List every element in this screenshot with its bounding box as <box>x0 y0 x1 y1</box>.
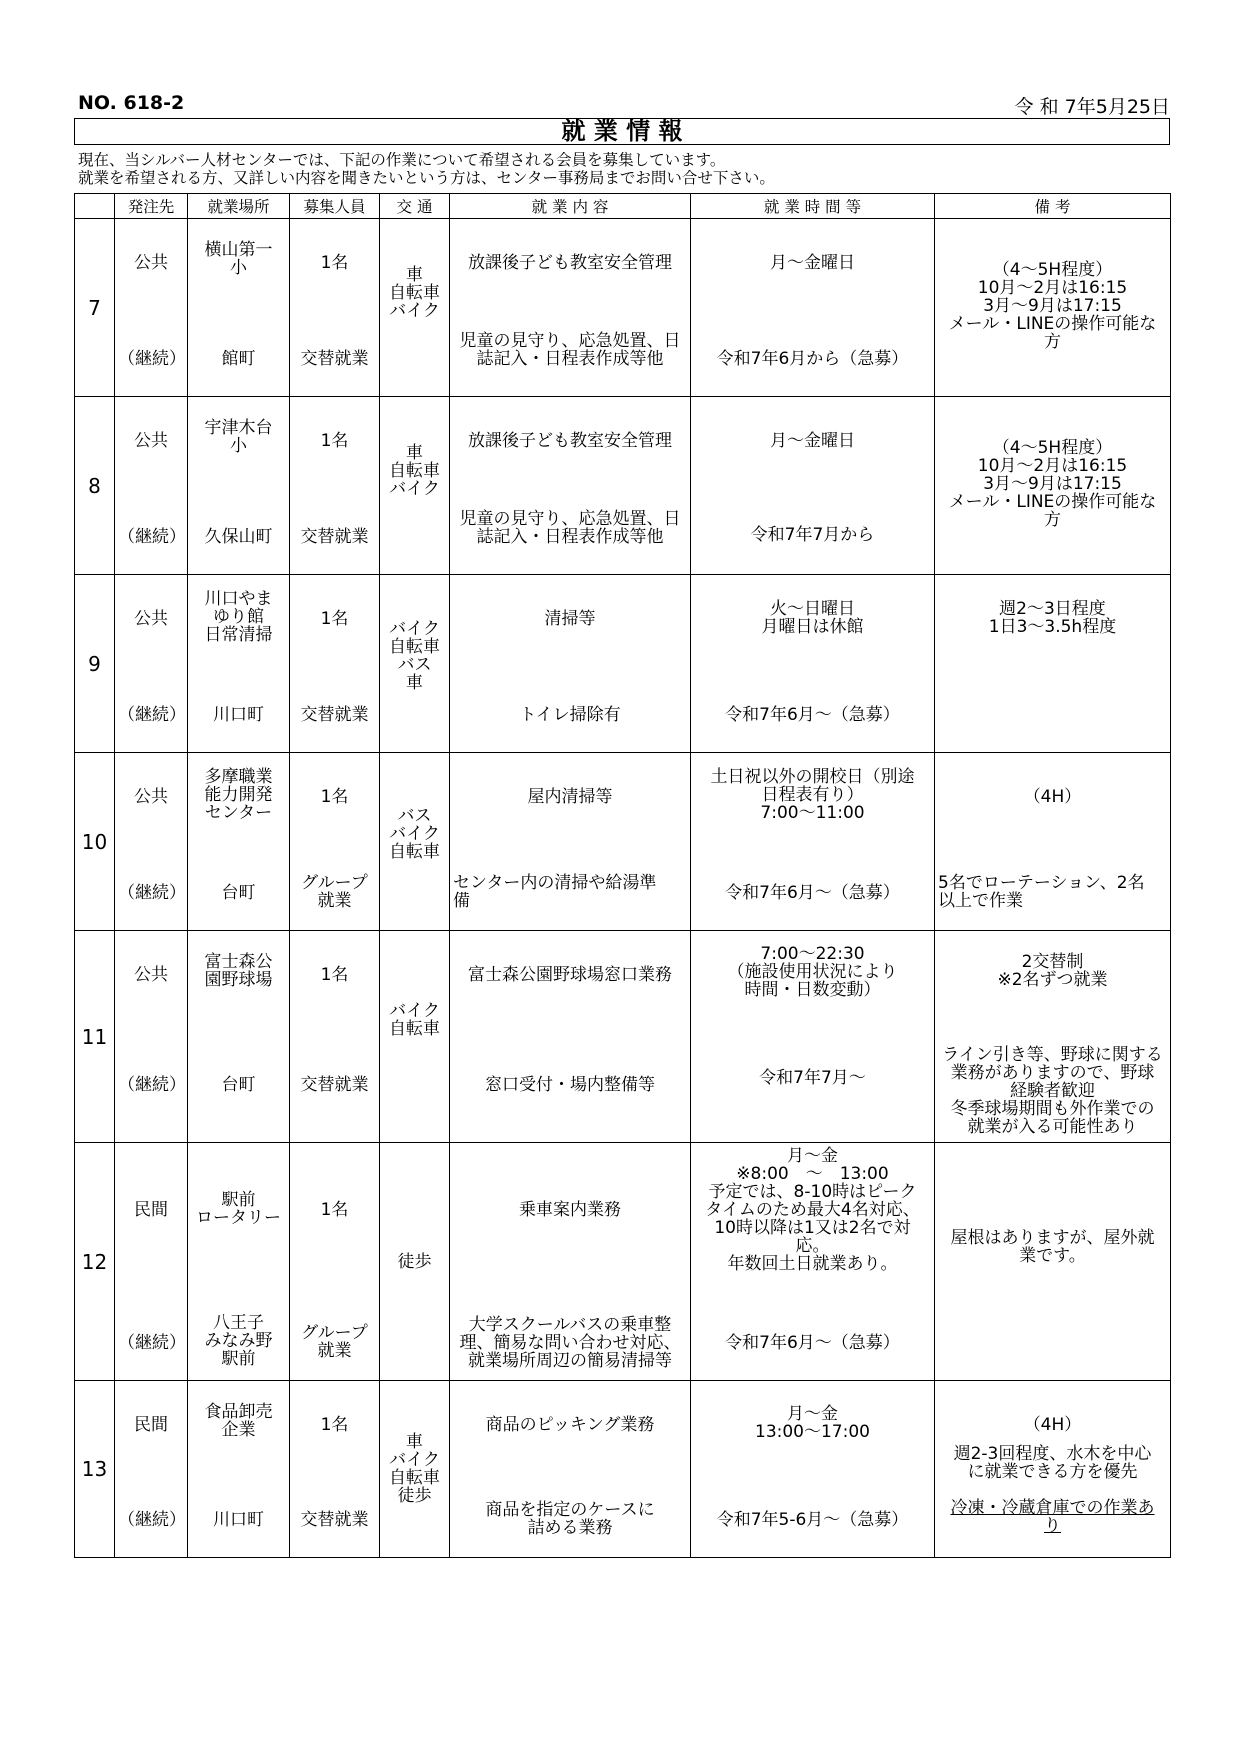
row-number: 8 <box>88 473 101 498</box>
place-cell <box>188 931 290 1143</box>
work-site: 横山第一 小 <box>204 240 273 278</box>
remarks-cell <box>935 397 1171 575</box>
remarks: 2交替制 ※2名ずつ就業 <box>997 952 1108 990</box>
intro-line: 就業を希望される方、又詳しい内容を聞きたいという方は、センター事務局までお問い合せ下さい。 <box>78 169 775 187</box>
job-detail: 商品を指定のケースに 詰める業務 <box>485 1500 655 1538</box>
work-area: 台町 <box>221 1075 256 1095</box>
client-type: 公共 <box>134 253 168 273</box>
job-detail: 児童の見守り、応急処置、日 誌記入・日程表作成等他 <box>459 331 681 369</box>
job-content: 放課後子ども教室安全管理 <box>468 431 672 451</box>
start-date: 令和7年6月～（急募） <box>725 883 900 903</box>
remarks-cell <box>935 219 1171 397</box>
job-content: 放課後子ども教室安全管理 <box>468 253 672 273</box>
people-cell <box>290 753 380 931</box>
transport-cell <box>380 931 450 1143</box>
transport-cell <box>380 1381 450 1558</box>
remarks: （4～5H程度） 10月～2月は16:15 3月～9月は17:15 メール・LINEの操作可能な 方 <box>948 438 1157 530</box>
time-cell <box>691 931 935 1143</box>
contract-status: （継続） <box>118 705 186 725</box>
headcount: 1名 <box>320 609 349 629</box>
content-cell <box>450 1143 691 1381</box>
col-header-place: 就業場所 <box>188 194 290 219</box>
col-header-no <box>75 194 115 219</box>
work-days: 月～金曜日 <box>770 431 855 451</box>
client-type: 公共 <box>134 787 168 807</box>
work-area: 館町 <box>221 349 256 369</box>
job-detail: 窓口受付・場内整備等 <box>485 1075 655 1095</box>
client-type: 公共 <box>134 609 168 629</box>
job-detail: トイレ掃除有 <box>519 705 621 725</box>
content-cell <box>450 753 691 931</box>
remarks-detail-text: 週2-3回程度、水木を中心 に就業できる方を優先 <box>953 1444 1152 1482</box>
row-number: 13 <box>81 1457 108 1481</box>
client-cell <box>115 931 188 1143</box>
work-site: 宇津木台 小 <box>204 418 273 456</box>
row-number-cell <box>75 931 115 1143</box>
work-style: 交替就業 <box>300 527 369 547</box>
col-header-client: 発注先 <box>115 194 188 219</box>
work-days: 月～金曜日 <box>770 253 855 273</box>
transport: バス バイク 自転車 <box>389 806 440 863</box>
remarks-detail <box>938 1427 1167 1553</box>
work-site: 駅前 ロータリー <box>196 1190 281 1228</box>
table-row <box>75 575 1171 753</box>
work-site: 食品卸売 企業 <box>204 1402 273 1440</box>
work-area: 川口町 <box>213 1510 264 1530</box>
row-number-cell <box>75 1381 115 1558</box>
remarks-cell <box>935 931 1171 1143</box>
row-number: 12 <box>81 1249 108 1274</box>
col-header-transport: 交 通 <box>380 194 450 219</box>
remarks-detail-underlined: 冷凍・冷蔵倉庫での作業あ り <box>950 1498 1155 1536</box>
table-row <box>75 931 1171 1143</box>
place-cell <box>188 397 290 575</box>
intro-text <box>78 151 775 187</box>
table-header-row <box>75 194 1171 219</box>
transport-cell <box>380 753 450 931</box>
remarks-cell <box>935 753 1171 931</box>
time-cell <box>691 1143 935 1381</box>
remarks-cell <box>935 1143 1171 1381</box>
start-date: 令和7年7月～ <box>759 1068 866 1088</box>
content-cell <box>450 1381 691 1558</box>
transport: 車 自転車 バイク <box>389 265 440 322</box>
transport: バイク 自転車 バス 車 <box>389 619 440 694</box>
content-cell <box>450 397 691 575</box>
client-cell <box>115 1143 188 1381</box>
transport-cell <box>380 397 450 575</box>
content-cell <box>450 219 691 397</box>
remarks: （4H） <box>1023 1415 1082 1435</box>
page-title: 就 業 情 報 <box>74 118 1170 145</box>
time-cell <box>691 397 935 575</box>
row-number: 11 <box>81 1024 108 1049</box>
place-cell <box>188 575 290 753</box>
headcount: 1名 <box>320 787 349 807</box>
table-row <box>75 753 1171 931</box>
table-row <box>75 1381 1171 1558</box>
time-cell <box>691 1381 935 1558</box>
row-number: 7 <box>88 295 101 320</box>
col-header-people: 募集人員 <box>290 194 380 219</box>
work-area: 川口町 <box>213 705 264 725</box>
remarks-detail: 5名でローテーション、2名 以上で作業 <box>938 873 1145 911</box>
contract-status: （継続） <box>118 349 186 369</box>
headcount: 1名 <box>320 965 349 985</box>
work-style: 交替就業 <box>300 1075 369 1095</box>
start-date: 令和7年6月～（急募） <box>725 1333 900 1353</box>
work-style: 交替就業 <box>300 1510 369 1530</box>
work-area: 久保山町 <box>204 527 273 547</box>
col-header-content: 就 業 内 容 <box>450 194 691 219</box>
time-cell <box>691 753 935 931</box>
place-cell <box>188 219 290 397</box>
headcount: 1名 <box>320 431 349 451</box>
row-number-cell <box>75 397 115 575</box>
place-cell <box>188 1143 290 1381</box>
client-type: 公共 <box>134 965 168 985</box>
table-row <box>75 219 1171 397</box>
people-cell <box>290 1143 380 1381</box>
client-cell <box>115 1381 188 1558</box>
row-number-cell <box>75 219 115 397</box>
document-number: NO. 618-2 <box>78 92 185 114</box>
start-date: 令和7年7月から <box>750 525 875 545</box>
people-cell <box>290 575 380 753</box>
work-site: 多摩職業 能力開発 センター <box>204 767 273 823</box>
start-date: 令和7年6月～（急募） <box>725 705 900 725</box>
work-style: グループ 就業 <box>301 873 368 911</box>
work-area: 台町 <box>221 883 256 903</box>
contract-status: （継続） <box>118 883 186 903</box>
people-cell <box>290 1381 380 1558</box>
start-date: 令和7年6月から（急募） <box>716 349 909 369</box>
work-days: 火～日曜日 月曜日は休館 <box>761 599 864 637</box>
headcount: 1名 <box>320 253 349 273</box>
job-detail: 大学スクールバスの乗車整 理、簡易な問い合わせ対応、 就業場所周辺の簡易清掃等 <box>459 1315 681 1371</box>
table-row <box>75 1143 1171 1381</box>
job-content: 乗車案内業務 <box>519 1200 621 1220</box>
remarks: 週2～3日程度 1日3～3.5h程度 <box>988 599 1117 637</box>
headcount: 1名 <box>320 1200 349 1220</box>
work-days: 土日祝以外の開校日（別途 日程表有り） 7:00～11:00 <box>710 767 915 823</box>
row-number: 10 <box>81 829 108 854</box>
work-style: 交替就業 <box>300 349 369 369</box>
place-cell <box>188 1381 290 1558</box>
transport-cell <box>380 1143 450 1381</box>
row-number-cell <box>75 753 115 931</box>
client-type: 民間 <box>134 1415 168 1435</box>
client-cell <box>115 219 188 397</box>
contract-status: （継続） <box>118 527 186 547</box>
work-site: 川口やま ゆり館 日常清掃 <box>204 589 273 645</box>
table-row <box>75 397 1171 575</box>
time-cell <box>691 575 935 753</box>
remarks-cell <box>935 1381 1171 1558</box>
work-style: 交替就業 <box>300 705 369 725</box>
job-detail: 児童の見守り、応急処置、日 誌記入・日程表作成等他 <box>459 509 681 547</box>
client-cell <box>115 397 188 575</box>
work-style: グループ 就業 <box>301 1323 368 1361</box>
client-cell <box>115 575 188 753</box>
job-detail: センター内の清掃や給湯準 備 <box>453 873 657 911</box>
transport: バイク 自転車 <box>389 1000 440 1039</box>
transport: 徒歩 <box>397 1251 432 1272</box>
transport: 車 バイク 自転車 徒歩 <box>389 1432 440 1506</box>
intro-line: 現在、当シルバー人材センターでは、下記の作業について希望される会員を募集しています。 <box>78 151 726 169</box>
issue-date: 令 和 7年5月25日 <box>1014 96 1170 118</box>
contract-status: （継続） <box>118 1333 186 1353</box>
col-header-remarks: 備 考 <box>935 194 1171 219</box>
job-table <box>74 193 1171 1558</box>
time-cell <box>691 219 935 397</box>
remarks: 屋根はありますが、屋外就 業です。 <box>950 1228 1155 1267</box>
row-number-cell <box>75 575 115 753</box>
job-content: 富士森公園野球場窓口業務 <box>468 965 672 985</box>
content-cell <box>450 575 691 753</box>
contract-status: （継続） <box>118 1075 186 1095</box>
headcount: 1名 <box>320 1415 349 1435</box>
people-cell <box>290 397 380 575</box>
transport: 車 自転車 バイク <box>389 443 440 500</box>
place-cell <box>188 753 290 931</box>
job-content: 商品のピッキング業務 <box>485 1415 655 1435</box>
row-number: 9 <box>88 651 101 676</box>
job-content: 屋内清掃等 <box>527 787 613 807</box>
row-number-cell <box>75 1143 115 1381</box>
content-cell <box>450 931 691 1143</box>
start-date: 令和7年5-6月～（急募） <box>716 1510 909 1530</box>
people-cell <box>290 931 380 1143</box>
remarks: （4～5H程度） 10月～2月は16:15 3月～9月は17:15 メール・LINEの操作可能な 方 <box>948 260 1157 352</box>
work-site: 富士森公 園野球場 <box>204 952 273 990</box>
col-header-time: 就 業 時 間 等 <box>691 194 935 219</box>
transport-cell <box>380 219 450 397</box>
job-content: 清掃等 <box>544 609 596 629</box>
client-cell <box>115 753 188 931</box>
remarks-detail: ライン引き等、野球に関する 業務がありますので、野球 経験者歓迎 冬季球場期間も外作業での 就業が入る可能性あり <box>942 1045 1163 1137</box>
work-area: 八王子 みなみ野 駅前 <box>204 1313 273 1369</box>
transport-cell <box>380 575 450 753</box>
client-type: 公共 <box>134 431 168 451</box>
remarks: （4H） <box>1023 787 1082 807</box>
people-cell <box>290 219 380 397</box>
work-days: 7:00～22:30 （施設使用状況により 時間・日数変動） <box>727 944 898 1000</box>
work-days: 月～金 ※8:00 ～ 13:00 予定では、8-10時はピーク タイムのため最大4名対応、 10時以降は1又は2名で対 応。 年数回土日就業あり。 <box>705 1146 920 1274</box>
contract-status: （継続） <box>118 1510 186 1530</box>
remarks-cell <box>935 575 1171 753</box>
client-type: 民間 <box>134 1200 168 1220</box>
work-days: 月～金 13:00～17:00 <box>755 1404 870 1442</box>
